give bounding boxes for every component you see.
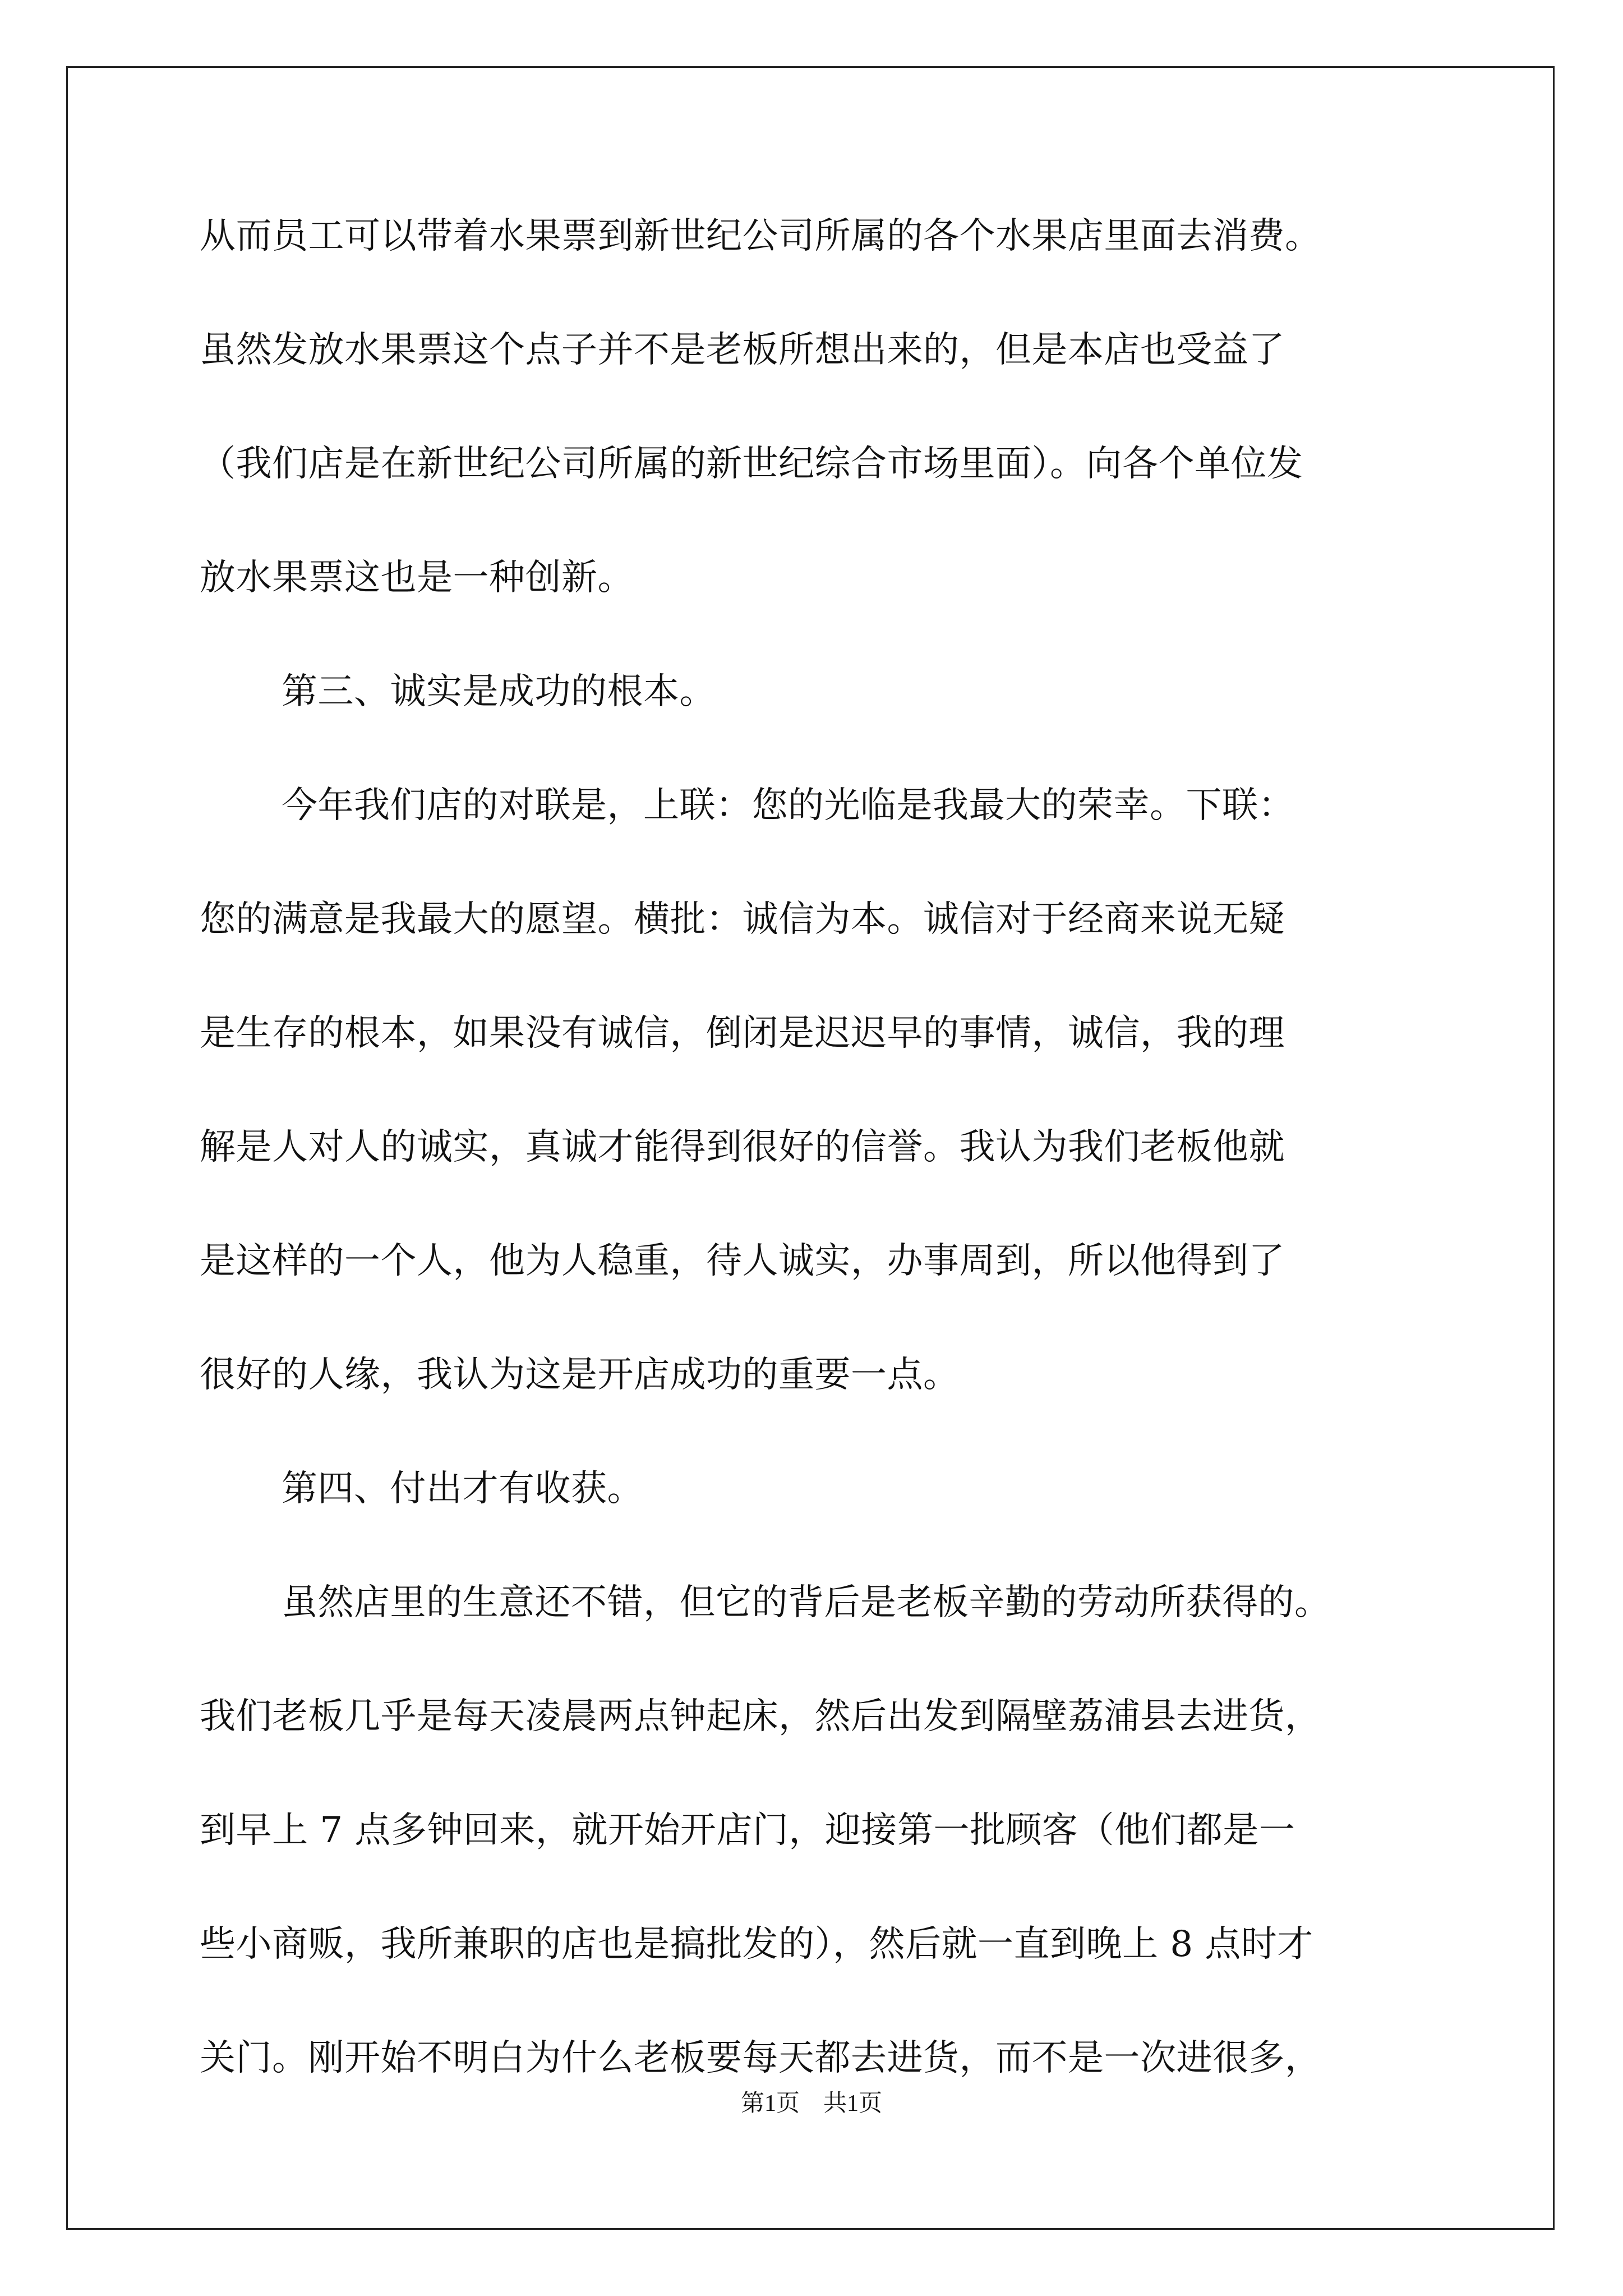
text-line: 解是人对人的诚实，真诚才能得到很好的信誉。我认为我们老板他就 <box>200 1126 1285 1168</box>
section-heading: 第三、诚实是成功的根本。 <box>282 671 716 712</box>
text-line: 我们老板几乎是每天凌晨两点钟起床，然后出发到隔壁荔浦县去进货， <box>200 1696 1321 1737</box>
text-line: 是生存的根本，如果没有诚信，倒闭是迟迟早的事情，诚信，我的理 <box>200 1013 1285 1054</box>
text-line: 些小商贩，我所兼职的店也是搞批发的），然后就一直到晚上 8 点时才 <box>200 1924 1313 1965</box>
text-line: 从而员工可以带着水果票到新世纪公司所属的各个水果店里面去消费。 <box>200 215 1321 257</box>
text-line: 放水果票这也是一种创新。 <box>200 557 634 599</box>
text-line: 您的满意是我最大的愿望。横批：诚信为本。诚信对于经商来说无疑 <box>200 899 1285 940</box>
text-line: 很好的人缘，我认为这是开店成功的重要一点。 <box>200 1354 960 1396</box>
text-line: （我们店是在新世纪公司所属的新世纪综合市场里面）。向各个单位发 <box>200 443 1303 485</box>
text-line: 是这样的一个人，他为人稳重，待人诚实，办事周到，所以他得到了 <box>200 1240 1285 1282</box>
text-line: 今年我们店的对联是，上联：您的光临是我最大的荣幸。下联： <box>282 785 1294 826</box>
text-line: 关门。刚开始不明白为什么老板要每天都去进货，而不是一次进很多， <box>200 2037 1321 2079</box>
section-heading: 第四、付出才有收获。 <box>282 1468 643 1510</box>
page-footer: 第1页 共1页 <box>740 2091 882 2116</box>
text-line: 到早上 7 点多钟回来，就开始开店门，迎接第一批顾客（他们都是一 <box>200 1810 1295 1851</box>
text-line: 虽然发放水果票这个点子并不是老板所想出来的，但是本店也受益了 <box>200 329 1285 371</box>
text-line: 虽然店里的生意还不错，但它的背后是老板辛勤的劳动所获得的。 <box>282 1582 1331 1623</box>
